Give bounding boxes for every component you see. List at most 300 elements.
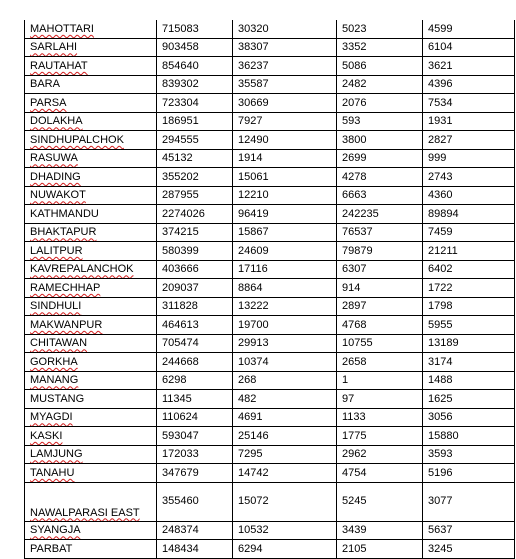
cell-value: 5955 — [428, 318, 453, 331]
cell-value: 593047 — [162, 429, 199, 442]
cell-value: 10532 — [238, 524, 269, 537]
table-row — [25, 427, 515, 446]
cell-value: 96419 — [238, 207, 269, 220]
table-row — [25, 279, 515, 298]
cell-value: 14742 — [238, 466, 269, 479]
value-cell-col1[interactable] — [157, 168, 233, 187]
cell-value: 15880 — [428, 429, 459, 442]
cell-value: 4360 — [428, 189, 453, 202]
cell-value: 355202 — [162, 170, 199, 183]
value-cell-col2[interactable] — [233, 168, 337, 187]
cell-value: 287955 — [162, 189, 199, 202]
table-row — [25, 75, 515, 94]
value-cell-col3[interactable] — [337, 168, 423, 187]
cell-value: 6402 — [428, 263, 453, 276]
value-cell-col3[interactable] — [337, 75, 423, 94]
value-cell-col3[interactable] — [337, 297, 423, 316]
value-cell-col4[interactable] — [423, 205, 515, 224]
cell-value: 3352 — [342, 41, 367, 54]
district-name: NAWALPARASI EAST — [30, 506, 140, 519]
district-cell[interactable] — [25, 279, 157, 298]
cell-value: 723304 — [162, 96, 199, 109]
cell-value: 5023 — [342, 22, 367, 35]
district-cell[interactable] — [25, 75, 157, 94]
cell-value: 21211 — [428, 244, 458, 257]
district-cell[interactable] — [25, 20, 157, 38]
value-cell-col3[interactable] — [337, 316, 423, 335]
district-cell[interactable] — [25, 390, 157, 409]
value-cell-col3[interactable] — [337, 353, 423, 372]
cell-value: 6298 — [162, 374, 187, 387]
district-name: RAUTAHAT — [30, 59, 88, 72]
cell-value: 19700 — [238, 318, 269, 331]
table-row — [25, 131, 515, 150]
cell-value: 3245 — [428, 542, 453, 555]
district-name: DOLAKHA — [30, 115, 83, 128]
value-cell-col2[interactable] — [233, 186, 337, 205]
cell-value: 5086 — [342, 59, 367, 72]
district-name: SARLAHI — [30, 41, 78, 54]
district-cell[interactable] — [25, 540, 157, 559]
district-cell[interactable] — [25, 482, 157, 521]
value-cell-col4[interactable] — [423, 540, 515, 559]
value-cell-col1[interactable] — [157, 390, 233, 409]
cell-value: 1798 — [428, 300, 453, 313]
cell-value: 355460 — [162, 494, 199, 507]
value-cell-col1[interactable] — [157, 186, 233, 205]
value-cell-col2[interactable] — [233, 353, 337, 372]
table-row — [25, 112, 515, 131]
district-cell[interactable] — [25, 316, 157, 335]
district-cell[interactable] — [25, 464, 157, 483]
district-cell[interactable] — [25, 521, 157, 540]
cell-value: 7295 — [238, 448, 263, 461]
value-cell-col3[interactable] — [337, 408, 423, 427]
district-name: MANANG — [30, 374, 79, 387]
value-cell-col3[interactable] — [337, 20, 423, 38]
cell-value: 6294 — [238, 542, 263, 555]
value-cell-col3[interactable] — [337, 223, 423, 242]
cell-value: 1722 — [428, 281, 453, 294]
table-row — [25, 482, 515, 521]
cell-value: 1914 — [238, 152, 263, 165]
district-name: MYAGDI — [30, 411, 73, 424]
value-cell-col3[interactable] — [337, 94, 423, 113]
value-cell-col4[interactable] — [423, 353, 515, 372]
table-row — [25, 94, 515, 113]
cell-value: 311828 — [162, 300, 198, 313]
district-cell[interactable] — [25, 112, 157, 131]
district-cell[interactable] — [25, 242, 157, 261]
value-cell-col1[interactable] — [157, 131, 233, 150]
table-row — [25, 445, 515, 464]
value-cell-col1[interactable] — [157, 112, 233, 131]
district-name: KASKI — [30, 429, 63, 442]
value-cell-col3[interactable] — [337, 540, 423, 559]
value-cell-col1[interactable] — [157, 38, 233, 57]
cell-value: 3077 — [428, 494, 453, 507]
value-cell-col2[interactable] — [233, 205, 337, 224]
value-cell-col1[interactable] — [157, 75, 233, 94]
cell-value: 13189 — [428, 337, 459, 350]
value-cell-col1[interactable] — [157, 427, 233, 446]
table-row — [25, 540, 515, 559]
value-cell-col1[interactable] — [157, 94, 233, 113]
cell-value: 1931 — [428, 115, 453, 128]
cell-value: 7927 — [238, 115, 263, 128]
cell-value: 45132 — [162, 152, 193, 165]
district-name: MUSTANG — [30, 392, 85, 405]
district-name: BARA — [30, 78, 60, 91]
value-cell-col2[interactable] — [233, 521, 337, 540]
cell-value: 7459 — [428, 226, 453, 239]
table-row — [25, 334, 515, 353]
table-row — [25, 260, 515, 279]
cell-value: 839302 — [162, 78, 199, 91]
cell-value: 29913 — [238, 337, 269, 350]
district-name: DHADING — [30, 170, 81, 183]
value-cell-col2[interactable] — [233, 223, 337, 242]
cell-value: 36237 — [238, 59, 269, 72]
district-name: KAVREPALANCHOK — [30, 263, 134, 276]
value-cell-col4[interactable] — [423, 390, 515, 409]
table-row — [25, 297, 515, 316]
table-row — [25, 168, 515, 187]
cell-value: 403666 — [162, 263, 199, 276]
value-cell-col4[interactable] — [423, 371, 515, 390]
value-cell-col1[interactable] — [157, 316, 233, 335]
value-cell-col2[interactable] — [233, 112, 337, 131]
cell-value: 6307 — [342, 263, 367, 276]
cell-value: 4599 — [428, 22, 453, 35]
value-cell-col2[interactable] — [233, 390, 337, 409]
district-cell[interactable] — [25, 38, 157, 57]
district-name: RASUWA — [30, 152, 78, 165]
table-row — [25, 186, 515, 205]
cell-value: 1133 — [342, 411, 366, 424]
cell-value: 580399 — [162, 244, 199, 257]
value-cell-col3[interactable] — [337, 371, 423, 390]
cell-value: 3174 — [428, 355, 453, 368]
value-cell-col3[interactable] — [337, 521, 423, 540]
cell-value: 110624 — [162, 411, 198, 424]
value-cell-col4[interactable] — [423, 149, 515, 168]
district-cell[interactable] — [25, 131, 157, 150]
value-cell-col2[interactable] — [233, 297, 337, 316]
cell-value: 97 — [342, 392, 355, 405]
cell-value: 8864 — [238, 281, 263, 294]
value-cell-col3[interactable] — [337, 131, 423, 150]
cell-value: 172033 — [162, 448, 199, 461]
cell-value: 2658 — [342, 355, 367, 368]
cell-value: 2274026 — [162, 207, 205, 220]
cell-value: 3439 — [342, 524, 367, 537]
cell-value: 209037 — [162, 281, 199, 294]
value-cell-col4[interactable] — [423, 316, 515, 335]
cell-value: 3593 — [428, 448, 453, 461]
value-cell-col2[interactable] — [233, 94, 337, 113]
value-cell-col3[interactable] — [337, 279, 423, 298]
cell-value: 2897 — [342, 300, 367, 313]
value-cell-col2[interactable] — [233, 427, 337, 446]
value-cell-col3[interactable] — [337, 427, 423, 446]
district-cell[interactable] — [25, 205, 157, 224]
cell-value: 2827 — [428, 133, 453, 146]
table-row — [25, 390, 515, 409]
table-row — [25, 464, 515, 483]
cell-value: 35587 — [238, 78, 269, 91]
value-cell-col3[interactable] — [337, 482, 423, 521]
value-cell-col3[interactable] — [337, 242, 423, 261]
value-cell-col4[interactable] — [423, 334, 515, 353]
value-cell-col2[interactable] — [233, 242, 337, 261]
value-cell-col3[interactable] — [337, 149, 423, 168]
district-cell[interactable] — [25, 260, 157, 279]
cell-value: 1 — [342, 374, 349, 387]
table-row — [25, 149, 515, 168]
table-row — [25, 316, 515, 335]
value-cell-col2[interactable] — [233, 75, 337, 94]
district-cell[interactable] — [25, 427, 157, 446]
table-body — [25, 20, 515, 558]
value-cell-col1[interactable] — [157, 242, 233, 261]
cell-value: 5196 — [428, 466, 453, 479]
value-cell-col3[interactable] — [337, 38, 423, 57]
table-row — [25, 223, 515, 242]
value-cell-col2[interactable] — [233, 20, 337, 38]
value-cell-col4[interactable] — [423, 94, 515, 113]
value-cell-col4[interactable] — [423, 186, 515, 205]
value-cell-col4[interactable] — [423, 521, 515, 540]
value-cell-col2[interactable] — [233, 464, 337, 483]
cell-value: 248374 — [162, 524, 199, 537]
value-cell-col1[interactable] — [157, 408, 233, 427]
value-cell-col1[interactable] — [157, 334, 233, 353]
cell-value: 24609 — [238, 244, 269, 257]
value-cell-col2[interactable] — [233, 38, 337, 57]
cell-value: 4768 — [342, 318, 367, 331]
value-cell-col3[interactable] — [337, 260, 423, 279]
value-cell-col2[interactable] — [233, 334, 337, 353]
cell-value: 854640 — [162, 59, 199, 72]
value-cell-col3[interactable] — [337, 390, 423, 409]
value-cell-col2[interactable] — [233, 482, 337, 521]
cell-value: 268 — [238, 374, 257, 387]
value-cell-col4[interactable] — [423, 112, 515, 131]
district-cell[interactable] — [25, 297, 157, 316]
cell-value: 1488 — [428, 374, 453, 387]
value-cell-col1[interactable] — [157, 149, 233, 168]
district-name: RAMECHHAP — [30, 281, 101, 294]
value-cell-col2[interactable] — [233, 149, 337, 168]
value-cell-col2[interactable] — [233, 279, 337, 298]
cell-value: 6663 — [342, 189, 367, 202]
district-cell[interactable] — [25, 94, 157, 113]
value-cell-col2[interactable] — [233, 445, 337, 464]
value-cell-col1[interactable] — [157, 223, 233, 242]
district-cell[interactable] — [25, 371, 157, 390]
cell-value: 3056 — [428, 411, 453, 424]
table-row — [25, 242, 515, 261]
value-cell-col1[interactable] — [157, 445, 233, 464]
value-cell-col1[interactable] — [157, 521, 233, 540]
cell-value: 12210 — [238, 189, 269, 202]
cell-value: 1625 — [428, 392, 453, 405]
district-cell[interactable] — [25, 149, 157, 168]
value-cell-col4[interactable] — [423, 408, 515, 427]
value-cell-col2[interactable] — [233, 371, 337, 390]
table-row — [25, 371, 515, 390]
cell-value: 10374 — [238, 355, 269, 368]
cell-value: 2962 — [342, 448, 367, 461]
district-cell[interactable] — [25, 408, 157, 427]
cell-value: 705474 — [162, 337, 199, 350]
cell-value: 593 — [342, 115, 361, 128]
district-name: LAMJUNG — [30, 448, 83, 461]
district-name: BHAKTAPUR — [30, 226, 97, 239]
cell-value: 15061 — [238, 170, 269, 183]
table-row — [25, 38, 515, 57]
value-cell-col4[interactable] — [423, 242, 515, 261]
cell-value: 17116 — [238, 263, 268, 276]
value-cell-col2[interactable] — [233, 131, 337, 150]
cell-value: 5245 — [342, 494, 367, 507]
cell-value: 347679 — [162, 466, 199, 479]
cell-value: 10755 — [342, 337, 373, 350]
district-cell[interactable] — [25, 186, 157, 205]
cell-value: 374215 — [162, 226, 199, 239]
cell-value: 4691 — [238, 411, 263, 424]
cell-value: 294555 — [162, 133, 199, 146]
district-data-table — [24, 20, 515, 559]
value-cell-col4[interactable] — [423, 223, 515, 242]
district-cell[interactable] — [25, 57, 157, 76]
value-cell-col3[interactable] — [337, 186, 423, 205]
cell-value: 15072 — [238, 494, 269, 507]
value-cell-col3[interactable] — [337, 464, 423, 483]
value-cell-col3[interactable] — [337, 112, 423, 131]
district-cell[interactable] — [25, 223, 157, 242]
value-cell-col1[interactable] — [157, 205, 233, 224]
value-cell-col2[interactable] — [233, 408, 337, 427]
district-cell[interactable] — [25, 353, 157, 372]
table-row — [25, 20, 515, 38]
cell-value: 89894 — [428, 207, 459, 220]
value-cell-col1[interactable] — [157, 353, 233, 372]
value-cell-col4[interactable] — [423, 464, 515, 483]
district-cell[interactable] — [25, 445, 157, 464]
value-cell-col2[interactable] — [233, 540, 337, 559]
district-name: SYANGJA — [30, 524, 81, 537]
table-row — [25, 408, 515, 427]
value-cell-col4[interactable] — [423, 482, 515, 521]
cell-value: 4278 — [342, 170, 367, 183]
district-name: PARBAT — [30, 542, 73, 555]
value-cell-col4[interactable] — [423, 20, 515, 38]
district-name: KATHMANDU — [30, 207, 99, 220]
value-cell-col3[interactable] — [337, 445, 423, 464]
cell-value: 15867 — [238, 226, 269, 239]
value-cell-col4[interactable] — [423, 131, 515, 150]
cell-value: 2076 — [342, 96, 367, 109]
cell-value: 715083 — [162, 22, 199, 35]
value-cell-col1[interactable] — [157, 464, 233, 483]
value-cell-col2[interactable] — [233, 316, 337, 335]
cell-value: 464613 — [162, 318, 199, 331]
district-name: LALITPUR — [30, 244, 83, 257]
cell-value: 242235 — [342, 207, 379, 220]
value-cell-col4[interactable] — [423, 168, 515, 187]
value-cell-col1[interactable] — [157, 540, 233, 559]
value-cell-col2[interactable] — [233, 57, 337, 76]
value-cell-col3[interactable] — [337, 205, 423, 224]
cell-value: 2105 — [342, 542, 367, 555]
cell-value: 4396 — [428, 78, 453, 91]
value-cell-col4[interactable] — [423, 75, 515, 94]
cell-value: 903458 — [162, 41, 199, 54]
cell-value: 25146 — [238, 429, 269, 442]
table-row — [25, 353, 515, 372]
cell-value: 13222 — [238, 300, 269, 313]
value-cell-col4[interactable] — [423, 57, 515, 76]
district-name: NUWAKOT — [30, 189, 86, 202]
district-name: TANAHU — [30, 466, 75, 479]
cell-value: 7534 — [428, 96, 453, 109]
district-data-table-container — [24, 20, 514, 559]
cell-value: 2699 — [342, 152, 367, 165]
cell-value: 79879 — [342, 244, 373, 257]
district-cell[interactable] — [25, 168, 157, 187]
cell-value: 4754 — [342, 466, 367, 479]
value-cell-col1[interactable] — [157, 297, 233, 316]
value-cell-col4[interactable] — [423, 297, 515, 316]
district-name: CHITAWAN — [30, 337, 88, 350]
value-cell-col4[interactable] — [423, 38, 515, 57]
cell-value: 5637 — [428, 524, 453, 537]
district-name: PARSA — [30, 96, 67, 109]
value-cell-col1[interactable] — [157, 279, 233, 298]
cell-value: 38307 — [238, 41, 269, 54]
cell-value: 30669 — [238, 96, 269, 109]
value-cell-col2[interactable] — [233, 260, 337, 279]
value-cell-col1[interactable] — [157, 260, 233, 279]
cell-value: 6104 — [428, 41, 453, 54]
table-row — [25, 57, 515, 76]
district-name: GORKHA — [30, 355, 78, 368]
cell-value: 244668 — [162, 355, 199, 368]
value-cell-col1[interactable] — [157, 57, 233, 76]
value-cell-col1[interactable] — [157, 482, 233, 521]
value-cell-col3[interactable] — [337, 334, 423, 353]
cell-value: 3621 — [428, 59, 453, 72]
district-name: SINDHULI — [30, 300, 82, 313]
value-cell-col4[interactable] — [423, 279, 515, 298]
cell-value: 186951 — [162, 115, 199, 128]
value-cell-col1[interactable] — [157, 371, 233, 390]
value-cell-col1[interactable] — [157, 20, 233, 38]
value-cell-col3[interactable] — [337, 57, 423, 76]
district-name: SINDHUPALCHOK — [30, 133, 124, 146]
cell-value: 2482 — [342, 78, 367, 91]
cell-value: 148434 — [162, 542, 199, 555]
cell-value: 12490 — [238, 133, 269, 146]
cell-value: 482 — [238, 392, 257, 405]
district-cell[interactable] — [25, 334, 157, 353]
cell-value: 914 — [342, 281, 361, 294]
value-cell-col4[interactable] — [423, 445, 515, 464]
value-cell-col4[interactable] — [423, 427, 515, 446]
value-cell-col4[interactable] — [423, 260, 515, 279]
